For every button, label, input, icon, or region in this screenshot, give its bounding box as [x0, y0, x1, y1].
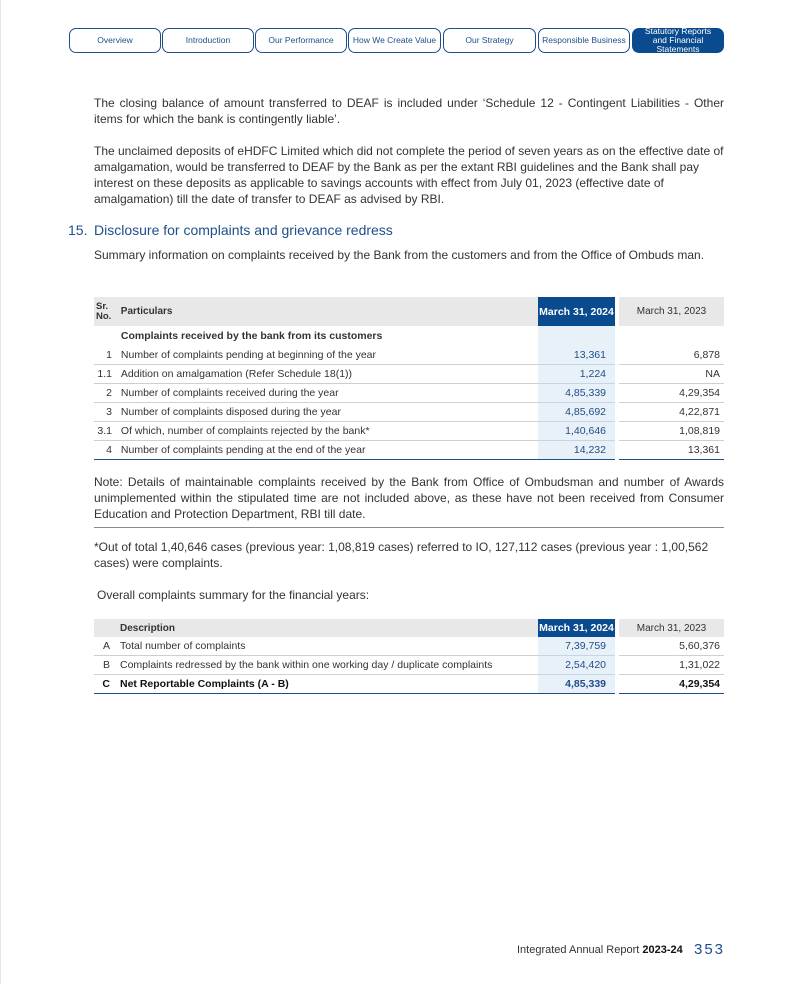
table-total-row	[94, 675, 724, 694]
row-current: 7,39,759	[538, 637, 615, 656]
table-row	[94, 365, 724, 384]
table-header-row	[94, 619, 724, 637]
row-sr: C	[94, 675, 120, 694]
page-number: 353	[694, 941, 726, 958]
row-current: 1,40,646	[538, 422, 615, 441]
table-row	[94, 422, 724, 441]
tab-responsible-business[interactable]: Responsible Business	[538, 28, 630, 53]
row-sr: 4	[94, 441, 118, 460]
row-previous: 4,29,354	[619, 675, 724, 694]
row-sr: B	[94, 656, 120, 675]
row-description: Complaints redressed by the bank within one working day / duplicate complaints	[120, 656, 538, 675]
header-current-year: March 31, 2024	[538, 619, 615, 637]
section-heading	[68, 222, 393, 238]
row-particular-text: Number of complaints received during the year	[120, 387, 339, 399]
overall-complaints-table	[94, 619, 724, 694]
divider	[94, 527, 724, 528]
row-sr: A	[94, 637, 120, 656]
row-previous: 5,60,376	[619, 637, 724, 656]
footer-report-name: Integrated Annual Report	[517, 944, 640, 956]
complaints-table	[94, 297, 724, 460]
row-sr: 3	[94, 403, 118, 422]
page-edge-line	[0, 0, 1, 984]
row-previous: 13,361	[619, 441, 724, 460]
tab-overview[interactable]: Overview	[69, 28, 161, 53]
row-particular-text: Of which, number of complaints rejected by the bank*	[120, 425, 370, 437]
row-sr: 1.1	[94, 365, 118, 384]
row-current: 4,85,692	[538, 403, 615, 422]
paragraph-unclaimed-deposits: The unclaimed deposits of eHDFC Limited which did not complete the period of seven years as on the effective date of amalgamation, would be transferred to DEAF by the Bank as per the extant RBI guidelines and the Bank shall pay interest on these deposits as applicable to savings accounts with effect from July 01, 2023 (effective date of amalgamation) till the date of transfer to DEAF as advised by RBI.	[94, 144, 724, 206]
overall-summary-label: Overall complaints summary for the financial years:	[97, 588, 370, 602]
tab-how-we-create-value[interactable]: How We Create Value	[348, 28, 441, 53]
table-row	[94, 346, 724, 365]
tab-introduction[interactable]: Introduction	[162, 28, 254, 53]
row-current: 4,85,339	[538, 384, 615, 403]
footer-report-title	[517, 944, 683, 956]
row-description: Net Reportable Complaints (A - B)	[120, 675, 538, 694]
row-particular	[118, 422, 538, 441]
row-current: 2,54,420	[538, 656, 615, 675]
header-description: Description	[120, 619, 538, 637]
row-previous: 1,08,819	[619, 422, 724, 441]
tab-our-performance[interactable]: Our Performance	[255, 28, 347, 53]
table-row	[94, 441, 724, 460]
table-row	[94, 637, 724, 656]
row-previous: NA	[619, 365, 724, 384]
section-summary: Summary information on complaints received by the Bank from the customers and from the Office of Ombuds man.	[94, 248, 705, 262]
row-particular	[118, 384, 538, 403]
row-previous: 4,29,354	[619, 384, 724, 403]
section-title: Disclosure for complaints and grievance redress	[94, 222, 393, 238]
row-particular-text: Number of complaints pending at the end of the year	[120, 444, 366, 456]
section-label-text: Complaints received by the bank from its customers	[120, 330, 383, 342]
section-label	[118, 326, 538, 346]
note-paragraph: Note: Details of maintainable complaints received by the Bank from Office of Ombudsman and number of Awards unimplemented within the stipulated time are not included above, as these have not been received from Consumer Education and Protection Department, RBI till date.	[94, 475, 724, 521]
footer-report-year: 2023-24	[642, 944, 683, 956]
row-current: 1,224	[538, 365, 615, 384]
row-sr: 3.1	[94, 422, 118, 441]
row-particular	[118, 365, 538, 384]
row-previous: 4,22,871	[619, 403, 724, 422]
row-previous: 6,878	[619, 346, 724, 365]
table-row	[94, 403, 724, 422]
header-previous-year: March 31, 2023	[619, 619, 724, 637]
tab-our-strategy[interactable]: Our Strategy	[443, 28, 536, 53]
header-sr-no: Sr. No.	[94, 297, 118, 326]
row-current: 13,361	[538, 346, 615, 365]
paragraph-deaf-closing-balance: The closing balance of amount transferred to DEAF is included under ‘Schedule 12 - Contingent Liabilities - Other items for which the bank is contingently liable’.	[94, 96, 724, 126]
row-particular	[118, 441, 538, 460]
row-current: 4,85,339	[538, 675, 615, 694]
header-particulars-label: Particulars	[120, 306, 173, 317]
header-particulars	[118, 297, 538, 326]
row-particular-text: Number of complaints disposed during the year	[120, 406, 341, 418]
table-section-row	[94, 326, 724, 346]
section-number: 15.	[68, 222, 88, 238]
row-sr: 2	[94, 384, 118, 403]
header-blank	[94, 619, 120, 637]
row-description: Total number of complaints	[120, 637, 538, 656]
header-current-year: March 31, 2024	[538, 297, 615, 326]
row-particular	[118, 346, 538, 365]
row-previous: 1,31,022	[619, 656, 724, 675]
row-particular-text: Addition on amalgamation (Refer Schedule 18(1))	[120, 368, 353, 380]
tab-statutory-reports[interactable]: Statutory Reports and Financial Statements	[632, 28, 724, 53]
row-particular-text: Number of complaints pending at beginning of the year	[120, 349, 376, 361]
row-current: 14,232	[538, 441, 615, 460]
table-header-row	[94, 297, 724, 326]
table-row	[94, 656, 724, 675]
header-previous-year: March 31, 2023	[619, 297, 724, 326]
table-row	[94, 384, 724, 403]
footnote-paragraph: *Out of total 1,40,646 cases (previous year: 1,08,819 cases) referred to IO, 127,112 cases (previous year : 1,00,562 cases) were complaints.	[94, 540, 709, 570]
row-sr: 1	[94, 346, 118, 365]
row-particular	[118, 403, 538, 422]
